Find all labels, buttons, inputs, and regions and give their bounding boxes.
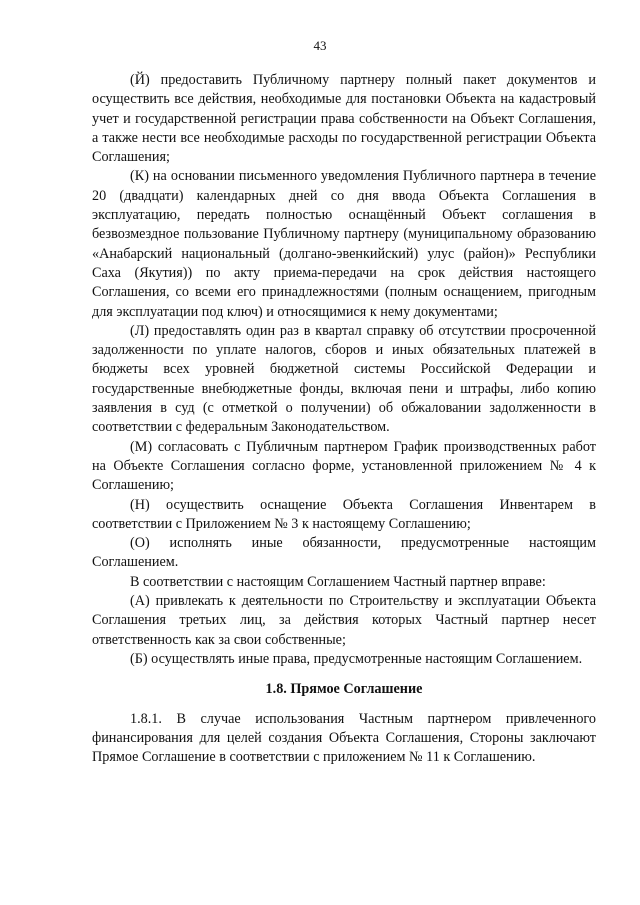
paragraph-item-k: (К) на основании письменного уведомления Публичного партнера в течение 20 (двадцати) календарных дней со дня ввода Объекта Соглашения в эксплуатацию, передать полностью оснащённый Объект соглашения в безвозмездное пользование Публичному партнеру (муниципальному образованию «Анабарский национальный (долгано-эвенкийский) улус (район)» Республики Саха (Якутия)) по акту приема-передачи на срок действия настоящего Соглашения, со всеми его принадлежностями (полным оснащением, пригодным для эксплуатации под ключ) и относящимися к нему документами; [92, 168, 596, 320]
paragraph-item-y: (Й) предоставить Публичному партнеру полный пакет документов и осуществить все действия, необходимые для постановки Объекта на кадастровый учет и государственной регистрации права собственности на Объект Соглашения, а также нести все необходимые расходы по государственной регистрации Объекта Соглашения; [92, 72, 596, 166]
paragraph-1-8-1: 1.8.1. В случае использования Частным партнером привлеченного финансирования для целей создания Объекта Соглашения, Стороны заключают Прямое Соглашение в соответствии с приложением № 11 к Соглашению. [92, 710, 596, 766]
page-number: 43 [313, 38, 327, 53]
section-heading: 1.8. Прямое Соглашение [265, 681, 423, 698]
paragraph-item-o: (О) исполнять иные обязанности, предусмотренные настоящим Соглашением. [92, 535, 596, 571]
paragraph-item-m: (М) согласовать с Публичным партнером График производственных работ на Объекте Соглашения согласно форме, установленной приложением № 4 к Соглашению; [92, 438, 596, 494]
paragraph-right-a: (А) привлекать к деятельности по Строительству и эксплуатации Объекта Соглашения третьих лиц, за действия которых Частный партнер несет ответственность как за свои собственные; [92, 593, 596, 648]
paragraph-rights-intro: В соответствии с настоящим Соглашением Частный партнер вправе: [130, 573, 546, 590]
paragraph-item-l: (Л) предоставлять один раз в квартал справку об отсутствии просроченной задолженности по уплате налогов, сборов и иных обязательных платежей в бюджеты всех уровней бюджетной системы Российской Федерации и государственные внебюджетные фонды, включая пени и штрафы, либо копию заявления в суд (с отметкой о получении) об обжаловании задолженности в соответствии с федеральным Законодательством. [92, 322, 596, 436]
paragraph-right-b: (Б) осуществлять иные права, предусмотренные настоящим Соглашением. [130, 650, 583, 667]
paragraph-item-n: (Н) осуществить оснащение Объекта Соглашения Инвентарем в соответствии с Приложением № 3 к настоящему Соглашению; [92, 496, 596, 532]
document-body [92, 71, 596, 767]
